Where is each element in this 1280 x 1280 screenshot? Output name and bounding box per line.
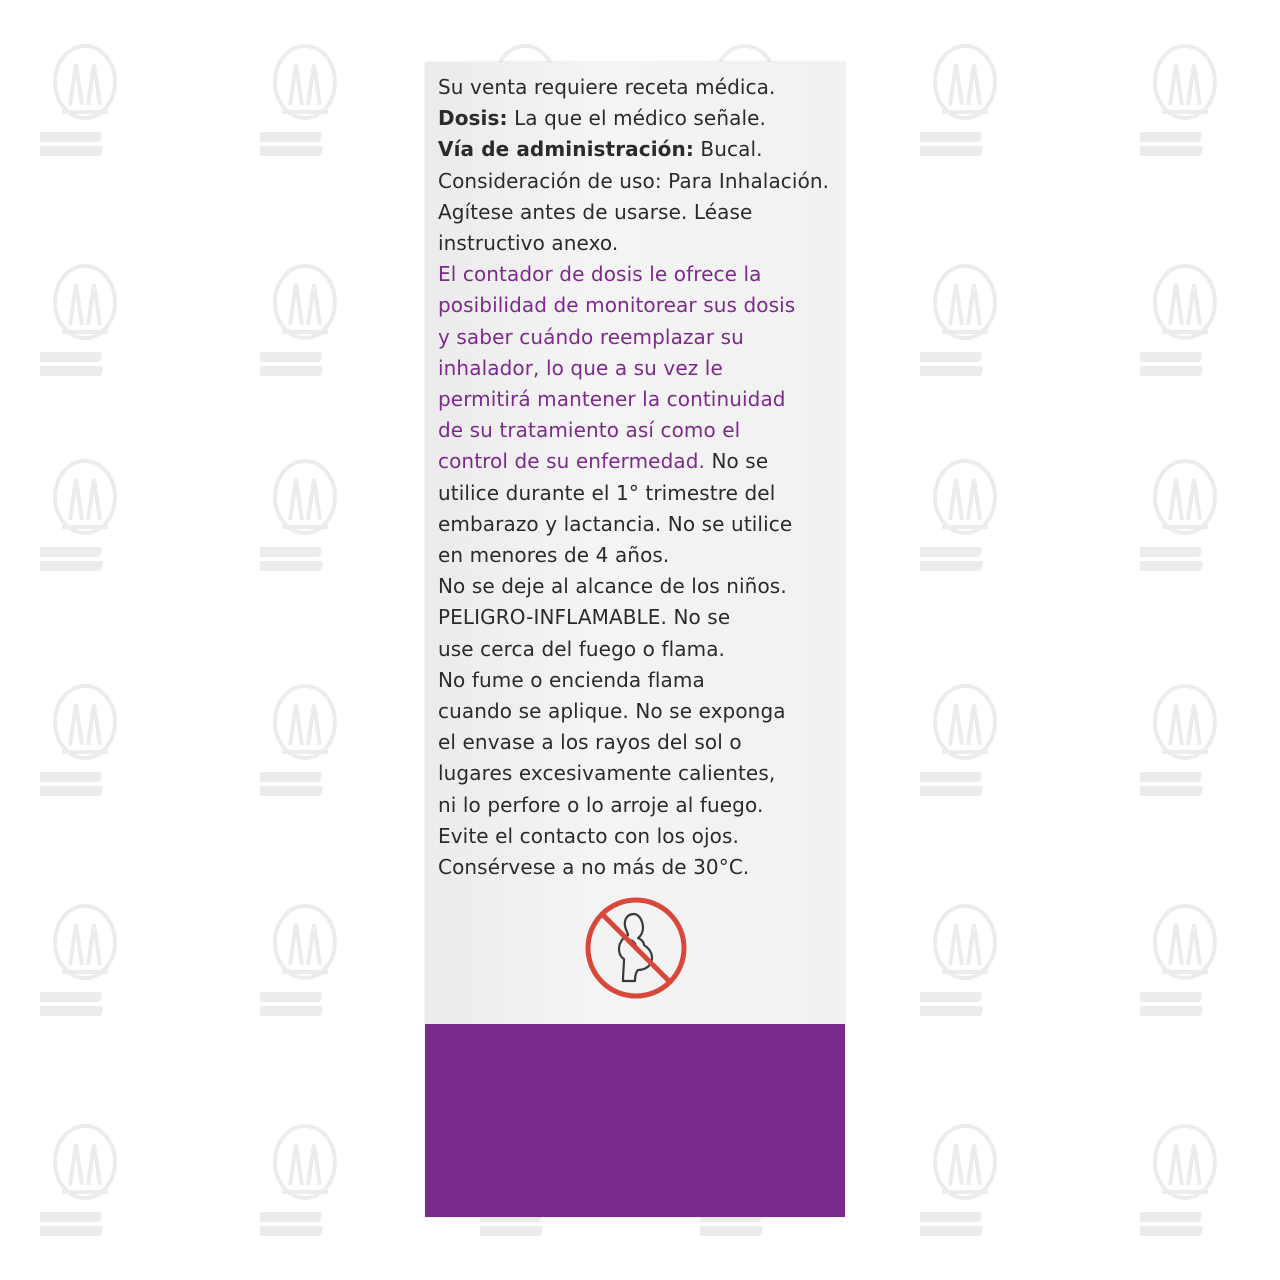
sun-warning-2: lugares excesivamente calientes, bbox=[438, 761, 776, 786]
counter-line-5: permitirá mantener la continuidad bbox=[438, 387, 786, 412]
watermark-logo-icon bbox=[40, 455, 130, 575]
counter-line-1: El contador de dosis le ofrece la bbox=[438, 262, 762, 287]
smoke-warning-2: cuando se aplique. No se exponga bbox=[438, 699, 786, 724]
watermark-logo-icon bbox=[260, 1120, 350, 1240]
smoke-warning-1: No fume o encienda flama bbox=[438, 667, 705, 692]
fire-warning: use cerca del fuego o flama. bbox=[438, 636, 726, 661]
puncture-warning: ni lo perfore o lo arroje al fuego. bbox=[438, 792, 764, 817]
watermark-logo-icon bbox=[920, 680, 1010, 800]
watermark-logo-icon bbox=[40, 680, 130, 800]
no-pregnancy-icon bbox=[582, 894, 690, 1002]
watermark-logo-icon bbox=[920, 900, 1010, 1020]
route-value: Bucal. bbox=[693, 137, 763, 162]
watermark-logo-icon bbox=[260, 900, 350, 1020]
watermark-logo-icon bbox=[1140, 1120, 1230, 1240]
watermark-logo-icon bbox=[260, 40, 350, 160]
route-label: Vía de administración: bbox=[438, 137, 694, 162]
watermark-logo-icon bbox=[1140, 680, 1230, 800]
watermark-logo-icon bbox=[920, 260, 1010, 380]
watermark-logo-icon bbox=[1140, 455, 1230, 575]
watermark-logo-icon bbox=[920, 455, 1010, 575]
children-warning: No se deje al alcance de los niños. bbox=[438, 574, 787, 599]
purple-band bbox=[425, 1024, 845, 1217]
label-text bbox=[438, 72, 838, 883]
warning-line-3: embarazo y lactancia. No se utilice bbox=[438, 511, 793, 536]
watermark-logo-icon bbox=[260, 455, 350, 575]
storage-line: Consérvese a no más de 30°C. bbox=[438, 855, 750, 880]
leaflet-line: instructivo anexo. bbox=[438, 231, 619, 256]
route-line bbox=[438, 134, 838, 165]
watermark-logo-icon bbox=[40, 40, 130, 160]
watermark-logo-icon bbox=[1140, 260, 1230, 380]
warning-line-4: en menores de 4 años. bbox=[438, 543, 670, 568]
watermark-logo-icon bbox=[260, 680, 350, 800]
counter-line-4: inhalador, lo que a su vez le bbox=[438, 355, 723, 380]
warning-tail: No se bbox=[704, 449, 769, 474]
watermark-logo-icon bbox=[40, 260, 130, 380]
usage-line: Consideración de uso: Para Inhalación. bbox=[438, 168, 830, 193]
warning-line-2: utilice durante el 1° trimestre del bbox=[438, 480, 776, 505]
dosage-value: La que el médico señale. bbox=[507, 106, 766, 131]
sun-warning-1: el envase a los rayos del sol o bbox=[438, 730, 742, 755]
counter-line-3: y saber cuándo reemplazar su bbox=[438, 324, 744, 349]
product-label-panel bbox=[425, 62, 845, 1217]
watermark-logo-icon bbox=[920, 1120, 1010, 1240]
watermark-logo-icon bbox=[920, 40, 1010, 160]
watermark-logo-icon bbox=[40, 1120, 130, 1240]
counter-line-7: control de su enfermedad. bbox=[438, 449, 705, 474]
prescription-line: Su venta requiere receta médica. bbox=[438, 75, 776, 99]
counter-line-2: posibilidad de monitorear sus dosis bbox=[438, 293, 796, 318]
dosage-label: Dosis: bbox=[438, 106, 508, 131]
watermark-logo-icon bbox=[260, 260, 350, 380]
counter-line-6: de su tratamiento así como el bbox=[438, 418, 741, 443]
dosage-line bbox=[438, 103, 838, 134]
shake-line: Agítese antes de usarse. Léase bbox=[438, 199, 753, 224]
watermark-logo-icon bbox=[1140, 40, 1230, 160]
flammable-warning: PELIGRO-INFLAMABLE. No se bbox=[438, 605, 731, 630]
watermark-logo-icon bbox=[1140, 900, 1230, 1020]
warning-line-1 bbox=[438, 446, 838, 477]
eye-warning: Evite el contacto con los ojos. bbox=[438, 823, 739, 848]
watermark-logo-icon bbox=[40, 900, 130, 1020]
